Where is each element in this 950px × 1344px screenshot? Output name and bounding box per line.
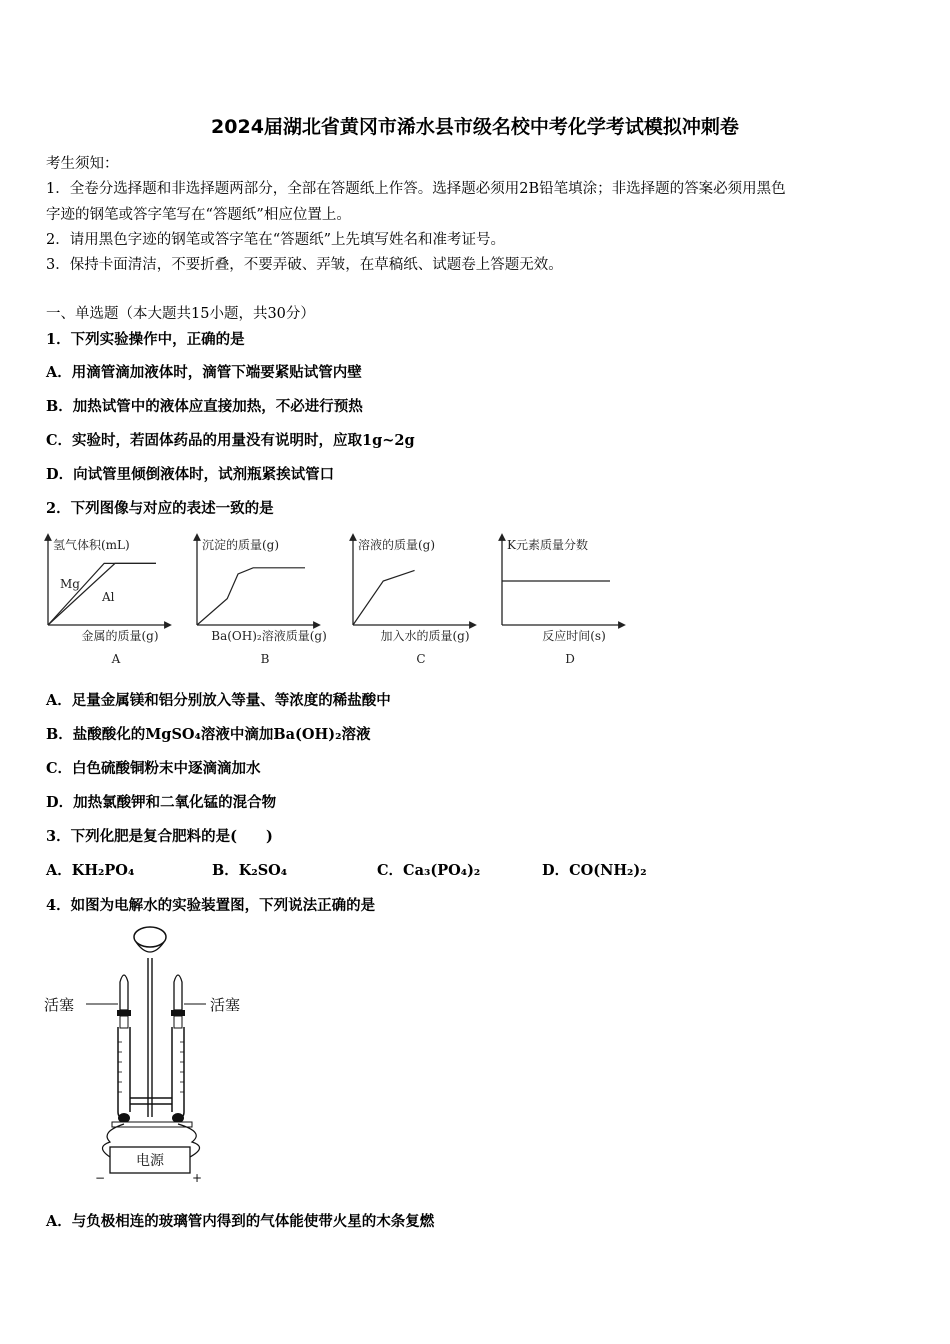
q1-option-a: A．用滴管滴加液体时，滴管下端要紧贴试管内壁 xyxy=(46,364,362,381)
chart-a-legend-al: Al xyxy=(102,590,115,604)
q4-option-a: A．与负极相连的玻璃管内得到的气体能使带火星的木条复燃 xyxy=(46,1213,435,1230)
chart-d-xlabel: 反应时间(s) xyxy=(542,629,606,643)
chart-a-xlabel: 金属的质量(g) xyxy=(81,629,159,643)
notice-heading: 考生须知： xyxy=(46,156,119,172)
chart-b-series-precipitate xyxy=(197,568,305,625)
plus-label: + xyxy=(192,1171,203,1185)
chart-c-letter: C xyxy=(416,652,426,666)
q3-option-c: C．Ca₃(PO₄)₂ xyxy=(377,862,481,879)
q3-stem: 3．下列化肥是复合肥料的是( ) xyxy=(46,828,273,845)
chart-b-letter: B xyxy=(260,652,270,666)
notice-item-3: 3．保持卡面清洁，不要折叠，不要弄破、弄皱，在草稿纸、试题卷上答题无效。 xyxy=(46,257,563,273)
q2-option-d: D．加热氯酸钾和二氧化锰的混合物 xyxy=(46,794,277,811)
notice-item-1-cont: 字迹的钢笔或答字笔写在“答题纸”相应位置上。 xyxy=(46,207,351,223)
chart-b-ylabel: 沉淀的质量(g) xyxy=(202,538,280,552)
minus-label: − xyxy=(95,1171,106,1185)
chart-a-letter: A xyxy=(111,652,121,666)
q3-option-b: B．K₂SO₄ xyxy=(212,862,288,879)
valve-right-label: 活塞 xyxy=(210,996,241,1014)
chart-c-series-solution xyxy=(353,570,415,625)
chart-c-xlabel: 加入水的质量(g) xyxy=(380,629,470,643)
page-title: 2024届湖北省黄冈市浠水县市级名校中考化学考试模拟冲刺卷 xyxy=(211,116,739,138)
notice-item-1: 1．全卷分选择题和非选择题两部分，全部在答题纸上作答。选择题必须用2B铅笔填涂；非选择题的答案必须用黑色 xyxy=(46,181,786,197)
q3-option-a: A．KH₂PO₄ xyxy=(46,862,135,879)
q1-option-d: D．向试管里倾倒液体时，试剂瓶紧挨试管口 xyxy=(46,466,335,483)
q4-stem: 4．如图为电解水的实验装置图，下列说法正确的是 xyxy=(46,897,376,914)
q2-charts xyxy=(40,528,640,674)
q2-stem: 2．下列图像与对应的表述一致的是 xyxy=(46,500,274,517)
valve-left-label: 活塞 xyxy=(44,996,75,1014)
q1-option-b: B．加热试管中的液体应直接加热，不必进行预热 xyxy=(46,398,363,415)
chart-b-xlabel: Ba(OH)₂溶液质量(g) xyxy=(211,629,327,643)
q2-option-b: B．盐酸酸化的MgSO₄溶液中滴加Ba(OH)₂溶液 xyxy=(46,726,371,743)
chart-c-ylabel: 溶液的质量(g) xyxy=(358,538,436,552)
electrolysis-apparatus xyxy=(40,922,260,1187)
q2-option-c: C．白色硫酸铜粉末中逐滴滴加水 xyxy=(46,760,261,777)
q3-option-d: D．CO(NH₂)₂ xyxy=(542,862,647,879)
chart-d-ylabel: K元素质量分数 xyxy=(507,538,588,552)
notice-item-2: 2．请用黑色字迹的钢笔或答字笔在“答题纸”上先填写姓名和准考证号。 xyxy=(46,232,506,248)
q1-stem: 1．下列实验操作中，正确的是 xyxy=(46,331,245,348)
q1-option-c: C．实验时，若固体药品的用量没有说明时，应取1g~2g xyxy=(46,432,415,449)
section-heading: 一、单选题（本大题共15小题，共30分） xyxy=(46,306,315,322)
q2-option-a: A．足量金属镁和铝分别放入等量、等浓度的稀盐酸中 xyxy=(46,692,391,709)
power-label: 电源 xyxy=(136,1153,164,1169)
chart-a-ylabel: 氢气体积(mL) xyxy=(53,538,130,552)
chart-d-letter: D xyxy=(565,652,575,666)
chart-a-legend-mg: Mg xyxy=(60,577,80,591)
